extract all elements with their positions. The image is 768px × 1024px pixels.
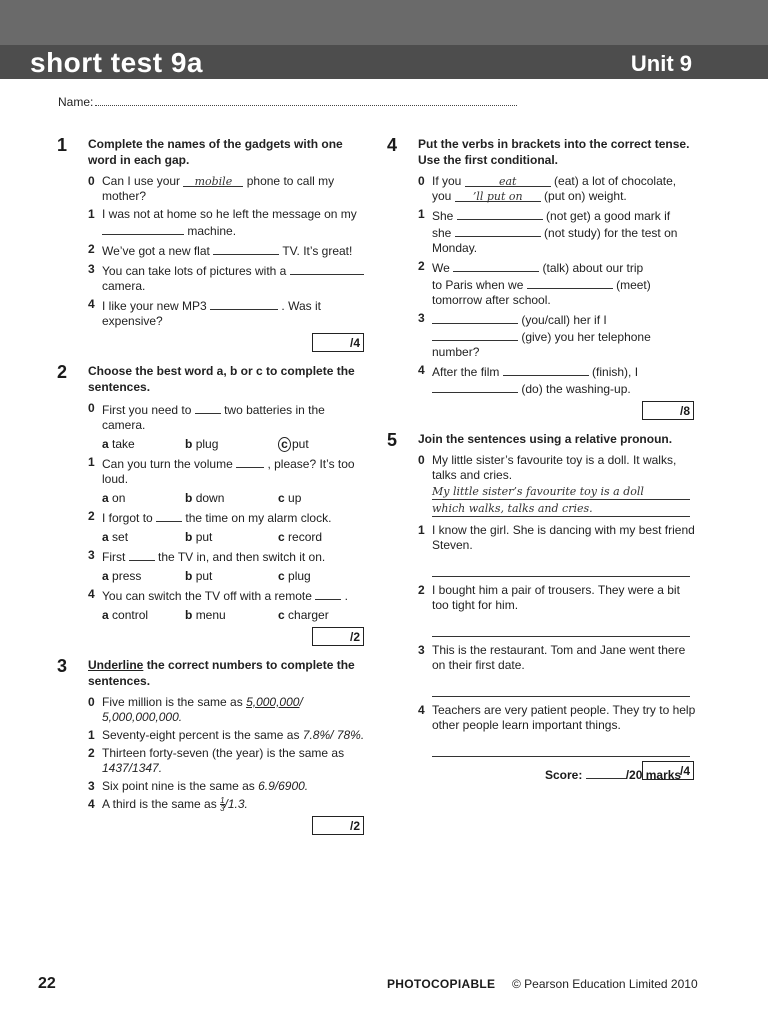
answer-blank[interactable]: [527, 276, 613, 289]
total-score: [545, 766, 681, 782]
photocopiable-label: PHOTOCOPIABLE: [387, 977, 496, 991]
question-item: 1 She (not get) a good mark if she (not study) for the test on Monday.: [418, 207, 678, 255]
score-box[interactable]: /2: [312, 627, 364, 646]
section-instruction: Complete the names of the gadgets with one word in each gap.: [88, 137, 343, 167]
answer-blank[interactable]: [102, 222, 184, 235]
question-item: 1 Seventy-eight percent is the same as 7.8%/ 78%.: [88, 728, 365, 742]
score-box[interactable]: /8: [642, 401, 694, 420]
answer-line[interactable]: [432, 614, 690, 637]
question-item: 1 I was not at home so he left the message on my machine.: [88, 207, 357, 238]
question-item: 1 I know the girl. She is dancing with my best friend Steven.: [418, 523, 699, 577]
total-score-label: Score:: [545, 768, 583, 782]
option-b[interactable]: b put: [185, 530, 213, 544]
question-item: 3 Six point nine is the same as 6.9/6900.: [88, 779, 309, 793]
option-c[interactable]: c up: [278, 491, 302, 505]
answer-blank[interactable]: [290, 262, 364, 275]
answer-blank[interactable]: [455, 224, 541, 237]
options-row: [88, 490, 369, 506]
answer-line[interactable]: My little sister’s favourite toy is a doll: [432, 484, 690, 500]
section-number: 4: [387, 135, 398, 155]
question-item: 0 My little sister’s favourite toy is a doll. It walks, talks and cries. My little sister’s favourite toy is a doll which walks, talks and cries.: [418, 453, 699, 517]
question-item: 0 If you eat (eat) a lot of chocolate, you ’ll put on (put on) weight.: [418, 174, 677, 203]
circle-mark: c: [278, 437, 291, 452]
question-item: 2 I bought him a pair of trousers. They were a bit too tight for him.: [418, 583, 699, 637]
question-item: 3 You can take lots of pictures with a camera.: [88, 262, 369, 294]
answer-blank[interactable]: [453, 259, 539, 272]
question-item: 1 Can you turn the volume , please? It’s too loud.: [88, 455, 355, 486]
option-a[interactable]: a press: [102, 569, 142, 583]
question-item: 4 A third is the same as $\frac{1}{3}$ /1.3.: [88, 796, 248, 814]
answer-blank[interactable]: [503, 363, 589, 376]
question-item: 3 (you/call) her if I (give) you her telephone number?: [418, 311, 651, 359]
option-a[interactable]: a control: [102, 608, 149, 622]
option-b[interactable]: b down: [185, 491, 225, 505]
question-item: 4 I like your new MP3 . Was it expensive?: [88, 297, 321, 328]
underlined-answer[interactable]: 5,000,000: [246, 695, 300, 709]
question-item: 4 Teachers are very patient people. They try to help other people learn important things.: [418, 703, 699, 757]
section-number: 1: [57, 135, 68, 155]
question-item: 0 Five million is the same as 5,000,000/ 5,000,000,000.: [88, 695, 303, 724]
copyright-notice: © Pearson Education Limited 2010: [512, 977, 698, 991]
option-a[interactable]: a take: [102, 437, 135, 451]
answer-blank[interactable]: [210, 297, 278, 310]
question-item: 0 First you need to two batteries in the camera.: [88, 401, 325, 432]
answer-line[interactable]: [432, 674, 690, 697]
answer-blank[interactable]: [156, 509, 182, 522]
answer-blank[interactable]: mobile: [183, 174, 243, 187]
score-box[interactable]: /4: [312, 333, 364, 352]
name-blank[interactable]: [95, 95, 517, 106]
option-a[interactable]: a set: [102, 530, 129, 544]
question-item: 4 After the film (finish), I (do) the washing-up.: [418, 363, 639, 396]
question-item: 2 Thirteen forty-seven (the year) is the same as 1437/1347.: [88, 746, 345, 775]
answer-blank[interactable]: [432, 380, 518, 393]
option-a[interactable]: a on: [102, 491, 126, 505]
answer-line[interactable]: [432, 554, 690, 577]
section-number: 2: [57, 362, 68, 382]
section-4: [387, 136, 699, 423]
answer-blank[interactable]: [315, 587, 341, 600]
section-instruction: Underline the correct numbers to complete the sentences.: [88, 658, 355, 688]
answer-blank[interactable]: ’ll put on: [455, 189, 541, 202]
score-box[interactable]: /4: [642, 761, 694, 780]
question-item: 2 We (talk) about our trip to Paris when we (meet) tomorrow after school.: [418, 259, 651, 307]
answer-line[interactable]: which walks, talks and cries.: [432, 501, 690, 517]
score-box[interactable]: /2: [312, 816, 364, 835]
section-instruction: Choose the best word a, b or c to complete the sentences.: [88, 364, 355, 394]
section-3: [57, 657, 369, 838]
option-b[interactable]: b plug: [185, 437, 219, 451]
question-item: 4 You can switch the TV off with a remote .: [88, 587, 348, 603]
answer-blank[interactable]: [129, 548, 155, 561]
total-score-blank[interactable]: [586, 766, 626, 779]
unit-label: Unit 9: [630, 51, 692, 76]
number-options[interactable]: $\frac{1}{3}$ /1.3.: [220, 796, 248, 814]
options-row: [88, 436, 369, 452]
name-field[interactable]: [58, 95, 517, 109]
answer-blank[interactable]: eat: [465, 174, 551, 187]
total-score-suffix: /20 marks: [625, 768, 682, 782]
section-number: 5: [387, 430, 398, 450]
question-item: 3 First the TV in, and then switch it on.: [88, 548, 326, 564]
answer-blank[interactable]: [213, 242, 279, 255]
answer-blank[interactable]: [457, 207, 543, 220]
options-row: [88, 529, 369, 545]
option-c[interactable]: c plug: [278, 569, 311, 583]
answer-blank[interactable]: [432, 311, 518, 324]
option-c[interactable]: c charger: [278, 608, 329, 622]
option-b[interactable]: b put: [185, 569, 213, 583]
number-options[interactable]: 1437/1347.: [102, 761, 163, 775]
section-1: [57, 136, 369, 355]
question-item: 0 Can I use your mobile phone to call my mother?: [88, 174, 335, 203]
number-options[interactable]: 6.9/6900.: [258, 779, 309, 793]
option-c[interactable]: c record: [278, 530, 323, 544]
answer-blank[interactable]: [432, 328, 518, 341]
option-c-circled[interactable]: c put: [278, 436, 309, 452]
top-band: [0, 0, 768, 45]
name-label: Name:: [58, 95, 94, 109]
question-item: 2 I forgot to the time on my alarm clock.: [88, 509, 332, 525]
answer-blank[interactable]: [195, 401, 221, 414]
section-2: [57, 363, 369, 649]
title-bar: [0, 45, 768, 79]
number-options[interactable]: 7.8%/ 78%.: [302, 728, 365, 742]
left-column: [57, 136, 369, 846]
section-5: [387, 431, 699, 783]
page-number: 22: [38, 975, 56, 992]
answer-line[interactable]: [432, 734, 690, 757]
section-instruction: Join the sentences using a relative pronoun.: [418, 432, 673, 446]
section-instruction: Put the verbs in brackets into the correct tense. Use the first conditional.: [418, 137, 690, 167]
question-item: 3 This is the restaurant. Tom and Jane went there on their first date.: [418, 643, 699, 697]
options-row: [88, 568, 369, 584]
right-column: [387, 136, 699, 791]
answer-blank[interactable]: [236, 455, 264, 468]
option-b[interactable]: b menu: [185, 608, 226, 622]
section-number: 3: [57, 656, 68, 676]
question-item: 2 We’ve got a new flat TV. It’s great!: [88, 242, 353, 258]
test-title: short test 9a: [30, 47, 203, 78]
options-row: [88, 607, 369, 623]
